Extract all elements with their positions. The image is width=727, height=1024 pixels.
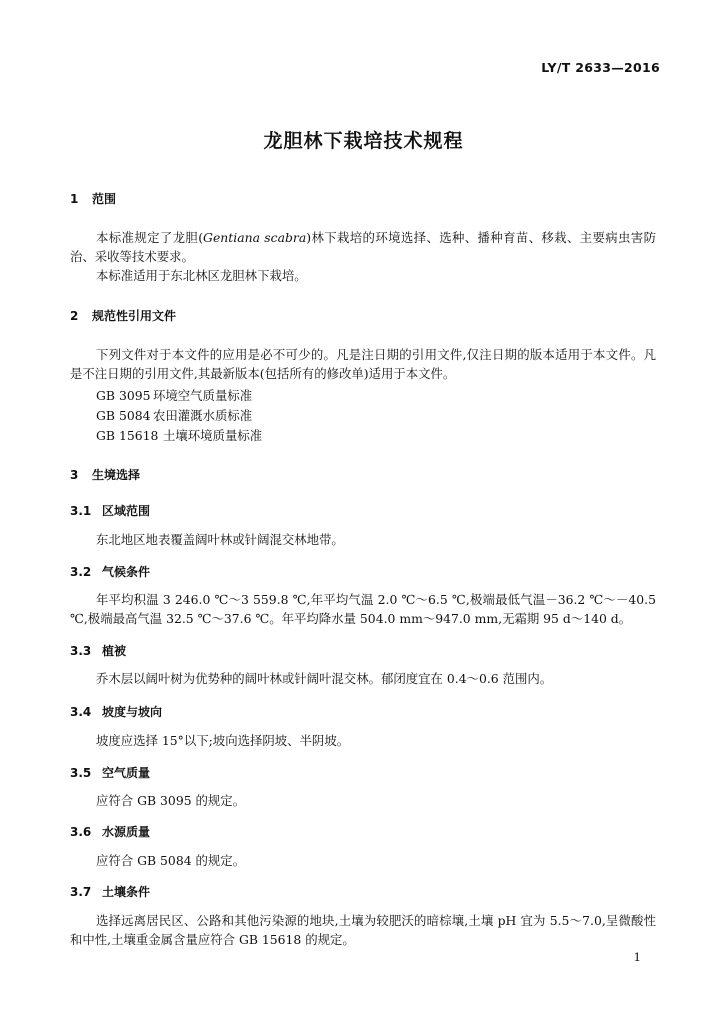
- section-3-5-heading: [70, 764, 150, 781]
- section-3-4-paragraph: 坡度应选择 15°以下;坡向选择阴坡、半阴坡。: [96, 733, 350, 748]
- standard-code: LY/T 2633—2016: [541, 60, 660, 75]
- section-3-1-paragraph: 东北地区地表覆盖阔叶林或针阔混交林地带。: [96, 532, 344, 547]
- reference-code: GB 5084: [96, 408, 151, 423]
- reference-item: [96, 426, 262, 444]
- section-number: 1: [70, 192, 79, 206]
- section-1-paragraph-1: [70, 228, 656, 266]
- page-number: 1: [633, 950, 641, 964]
- section-3-3-paragraph: 乔木层以阔叶树为优势种的阔叶林或针阔叶混交林。郁闭度宜在 0.4～0.6 范围内。: [96, 671, 553, 686]
- reference-item: [96, 406, 252, 424]
- reference-item: [96, 386, 252, 404]
- section-3-6-paragraph: 应符合 GB 5084 的规定。: [96, 853, 246, 868]
- text-span: )林下栽培的环境选择、选种、播种育苗、移栽、主要病虫害防治、采收等技术要求。: [70, 230, 656, 264]
- section-3-5-paragraph: 应符合 GB 3095 的规定。: [96, 793, 246, 808]
- reference-name: 环境空气质量标准: [153, 388, 253, 403]
- section-title: 规范性引用文件: [92, 309, 177, 323]
- section-title: 区域范围: [102, 504, 151, 518]
- section-1-paragraph-2: 本标准适用于东北林区龙胆林下栽培。: [96, 268, 307, 283]
- document-title: 龙胆林下栽培技术规程: [263, 130, 464, 152]
- section-1-heading: [70, 190, 116, 207]
- section-number: 3.3: [70, 644, 92, 658]
- section-title: 空气质量: [102, 766, 151, 780]
- section-title: 范围: [92, 192, 117, 206]
- section-3-3-heading: [70, 642, 126, 659]
- section-3-7-paragraph: 选择远离居民区、公路和其他污染源的地块,土壤为较肥沃的暗棕壤,土壤 pH 宜为 5.5～7.0,呈微酸性和中性,土壤重金属含量应符合 GB 15618 的规定。: [70, 913, 656, 947]
- section-title: 坡度与坡向: [102, 705, 163, 719]
- section-3-1-heading: [70, 502, 150, 519]
- section-number: 2: [70, 309, 79, 323]
- section-number: 3: [70, 468, 79, 482]
- reference-code: GB 3095: [96, 388, 151, 403]
- section-title: 土壤条件: [102, 885, 151, 899]
- section-number: 3.2: [70, 565, 92, 579]
- section-title: 水源质量: [102, 825, 151, 839]
- section-title: 植被: [102, 644, 127, 658]
- section-3-heading: [70, 466, 140, 483]
- section-number: 3.4: [70, 705, 92, 719]
- section-number: 3.1: [70, 504, 92, 518]
- section-3-6-heading: [70, 823, 150, 840]
- section-2-paragraph-1: 下列文件对于本文件的应用是必不可少的。凡是注日期的引用文件,仅注日期的版本适用于本文件。凡是不注日期的引用文件,其最新版本(包括所有的修改单)适用于本文件。: [70, 347, 656, 381]
- section-3-4-heading: [70, 703, 162, 720]
- section-3-2-heading: [70, 563, 150, 580]
- section-3-7-heading: [70, 883, 150, 900]
- section-number: 3.7: [70, 885, 92, 899]
- latin-name: Gentiana scabra: [203, 230, 307, 245]
- reference-code: GB 15618: [96, 428, 159, 443]
- section-3-2-paragraph: 年平均积温 3 246.0 ℃～3 559.8 ℃,年平均气温 2.0 ℃～6.5 ℃,极端最低气温－36.2 ℃～－40.5 ℃,极端最高气温 32.5 ℃～37.6 ℃。年平均降水量 504.0 mm～947.0 mm,无霜期 95 d～140 d。: [70, 592, 656, 626]
- reference-name: 土壤环境质量标准: [163, 428, 263, 443]
- section-number: 3.5: [70, 766, 92, 780]
- section-2-heading: [70, 307, 176, 324]
- text-span: 本标准规定了龙胆(: [96, 230, 204, 245]
- section-title: 气候条件: [102, 565, 151, 579]
- section-number: 3.6: [70, 825, 92, 839]
- reference-name: 农田灌溉水质标准: [153, 408, 253, 423]
- section-title: 生境选择: [92, 468, 141, 482]
